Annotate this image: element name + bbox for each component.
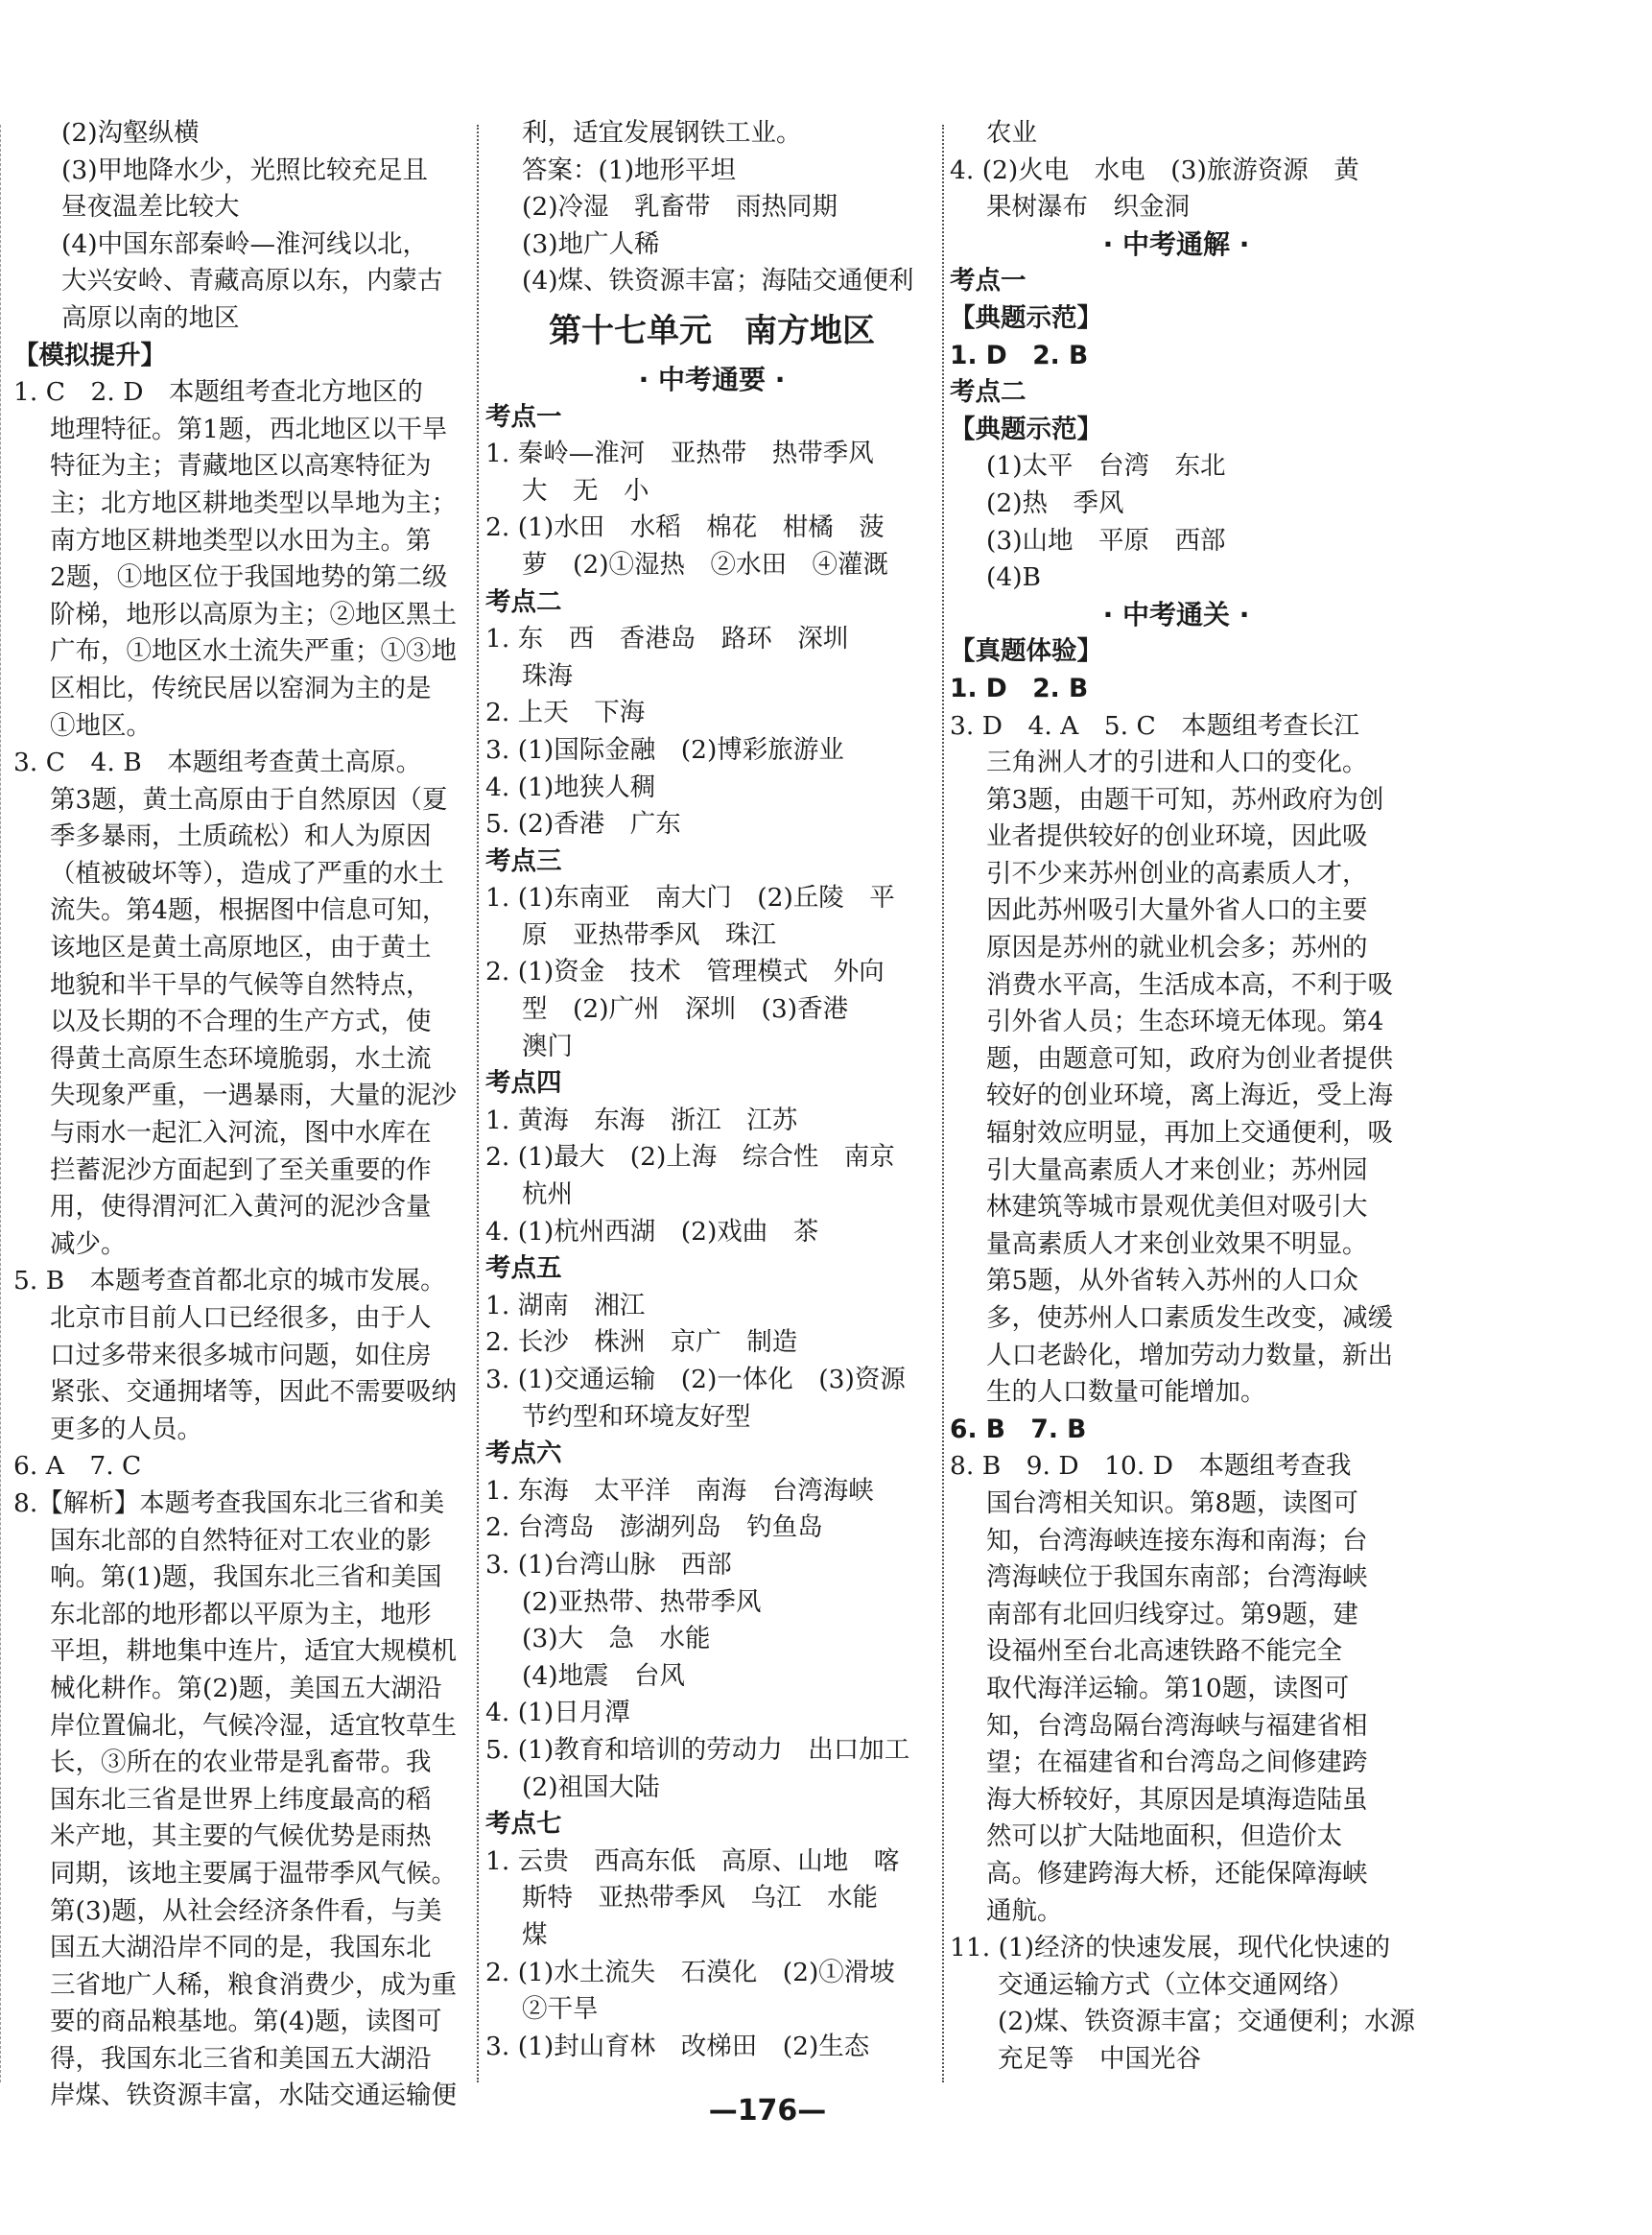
answer-line: 1. 黄海 东海 浙江 江苏 (485, 1105, 798, 1135)
answer-line: 三省地广人稀，粮食消费少，成为重 (50, 1969, 457, 2000)
answer-line: 第3题，黄土高原由于自然原因（夏 (50, 784, 448, 815)
answer-line: 4. (1)杭州西湖 (2)戏曲 茶 (485, 1216, 819, 1247)
answer-line: 1. D 2. B (950, 340, 1089, 370)
answer-line: 取代海洋运输。第10题，读图可 (986, 1673, 1350, 1703)
answer-line: 6. A 7. C (13, 1451, 142, 1482)
answer-line: 2. 台湾岛 澎湖列岛 钓鱼岛 (485, 1512, 823, 1543)
answer-line: (1)太平 台湾 东北 (986, 451, 1226, 482)
answer-line: 区相比，传统民居以窑洞为主的是 (50, 673, 432, 703)
answer-line: 1. C 2. D 本题组考查北方地区的 (13, 377, 423, 408)
answer-line: 珠海 (522, 660, 573, 691)
answer-line: 海大桥较好，其原因是填海造陆虽 (986, 1784, 1368, 1815)
answer-line: 紧张、交通拥堵等，因此不需要吸纳 (50, 1377, 457, 1408)
binding-edge-line (0, 125, 1, 2082)
answer-line: (3)地广人稀 (522, 228, 660, 259)
topic-heading: 考点二 (950, 377, 1027, 408)
answer-line: (2)祖国大陆 (522, 1771, 660, 1802)
answer-line: 节约型和环境友好型 (522, 1401, 751, 1432)
answer-line: 4. (2)火电 水电 (3)旅游资源 黄 (950, 155, 1359, 185)
answer-line: 4. (1)地狭人稠 (485, 772, 656, 802)
answer-line: 失现象严重，一遇暴雨，大量的泥沙 (50, 1081, 457, 1111)
answer-line: 3. (1)封山育林 改梯田 (2)生态 (485, 2031, 870, 2061)
answer-line: 煤 (522, 1919, 548, 1950)
answer-line: 引外省人员；生态环境无体现。第4 (986, 1007, 1384, 1037)
answer-line: 平坦，耕地集中连片，适宜大规模机 (50, 1636, 457, 1667)
section-title: · 中考通关 · (1102, 598, 1250, 630)
answer-line: 2. (1)水田 水稻 棉花 柑橘 菠 (485, 512, 885, 543)
answer-line: 11. (1)经济的快速发展，现代化快速的 (950, 1933, 1391, 1963)
answer-line: 3. D 4. A 5. C 本题组考查长江 (950, 710, 1359, 741)
answer-line: 口过多带来很多城市问题，如住房 (50, 1340, 432, 1370)
answer-line: 响。第(1)题，我国东北三省和美国 (50, 1562, 442, 1593)
section-heading: 【模拟提升】 (13, 340, 166, 370)
answer-line: (2)沟壑纵横 (61, 118, 200, 148)
topic-heading: 考点一 (950, 266, 1027, 297)
answer-line: 昼夜温差比较大 (61, 192, 240, 223)
answer-line: 5. (1)教育和培训的劳动力 出口加工 (485, 1734, 910, 1765)
answer-line: 2. 上天 下海 (485, 698, 646, 728)
page-number: —176— (708, 2094, 827, 2128)
answer-line: 岸位置偏北，气候冷湿，适宜牧草生 (50, 1710, 457, 1741)
answer-line: 3. (1)国际金融 (2)博彩旅游业 (485, 734, 844, 765)
answer-line: 业者提供较好的创业环境，因此吸 (986, 821, 1368, 852)
answer-line: 1. D 2. B (950, 673, 1089, 703)
column-middle (485, 115, 938, 2065)
answer-line: 1. 云贵 西高东低 高原、山地 喀 (485, 1845, 900, 1876)
answer-line: 大 无 小 (522, 475, 649, 506)
topic-heading: 考点六 (485, 1438, 562, 1469)
answer-line: 望；在福建省和台湾岛之间修建跨 (986, 1748, 1368, 1778)
column-divider (477, 125, 479, 2082)
answer-line: 交通运输方式（立体交通网络） (998, 1969, 1354, 2000)
answer-line: 得黄土高原生态环境脆弱，水土流 (50, 1043, 432, 1074)
answer-line: 知，台湾岛隔台湾海峡与福建省相 (986, 1710, 1368, 1741)
answer-line: 高。修建跨海大桥，还能保障海峡 (986, 1858, 1368, 1889)
answer-line: 南部有北回归线穿过。第9题，建 (986, 1599, 1358, 1629)
answer-line: 地貌和半干旱的气候等自然特点， (50, 969, 432, 1000)
answer-line: 杭州 (522, 1179, 573, 1210)
answer-line: 通航。 (986, 1895, 1063, 1926)
answer-line: 用，使得渭河汇入黄河的泥沙含量 (50, 1192, 432, 1223)
subsection-heading: 【典题示范】 (950, 302, 1102, 333)
answer-line: (2)煤、铁资源丰富；交通便利；水源 (998, 2007, 1416, 2037)
answer-line: 三角洲人才的引进和人口的变化。 (986, 748, 1368, 778)
answer-line: 以及长期的不合理的生产方式，使 (50, 1007, 432, 1037)
answer-line: 季多暴雨，土质疏松）和人为原因 (50, 821, 432, 852)
answer-line: 第3题，由题干可知，苏州政府为创 (986, 784, 1384, 815)
answer-line: 广布，①地区水土流失严重；①③地 (50, 636, 457, 667)
answer-line: 然可以扩大陆地面积，但造价太 (986, 1821, 1342, 1852)
answer-line: 拦蓄泥沙方面起到了至关重要的作 (50, 1154, 432, 1185)
answer-line: 引不少来苏州创业的高素质人才， (986, 858, 1368, 889)
answer-line: 北京市目前人口已经很多，由于人 (50, 1303, 432, 1333)
answer-line: 5. (2)香港 广东 (485, 809, 681, 840)
answer-line: 因此苏州吸引大量外省人口的主要 (986, 895, 1368, 926)
answer-line: 国东北部的自然特征对工农业的影 (50, 1525, 432, 1556)
section-title: · 中考通要 · (638, 363, 786, 395)
answer-line: 斯特 亚热带季风 乌江 水能 (522, 1883, 878, 1914)
answer-line: 湾海峡位于我国东南部；台湾海峡 (986, 1562, 1368, 1593)
answer-line: 2. (1)最大 (2)上海 综合性 南京 (485, 1142, 895, 1173)
answer-line: 5. B 本题考查首都北京的城市发展。 (13, 1266, 446, 1296)
column-left (13, 115, 474, 2115)
answer-line: 同期，该地主要属于温带季风气候。 (50, 1858, 457, 1889)
answer-line: 流失。第4题，根据图中信息可知， (50, 895, 448, 926)
answer-line: 澳门 (522, 1031, 573, 1061)
answer-line: 6. B 7. B (950, 1414, 1087, 1444)
answer-line: 引大量高素质人才来创业；苏州园 (986, 1154, 1368, 1185)
answer-line: 第(3)题，从社会经济条件看，与美 (50, 1895, 442, 1926)
topic-heading: 考点二 (485, 586, 562, 617)
answer-line: 设福州至台北高速铁路不能完全 (986, 1636, 1342, 1667)
answer-line: 1. 湖南 湘江 (485, 1290, 646, 1320)
answer-line: 岸煤、铁资源丰富，水陆交通运输便 (50, 2080, 457, 2111)
answer-line: ①地区。 (50, 710, 152, 741)
answer-line: 消费水平高，生活成本高，不利于吸 (986, 969, 1393, 1000)
answer-line: 较好的创业环境，离上海近，受上海 (986, 1081, 1393, 1111)
answer-line: (4)B (986, 562, 1042, 593)
answer-line: 长，③所在的农业带是乳畜带。我 (50, 1748, 432, 1778)
answer-line: 原 亚热带季风 珠江 (522, 919, 776, 950)
answer-line: 多，使苏州人口素质发生改变，减缓 (986, 1303, 1393, 1333)
answer-line: 4. (1)日月潭 (485, 1698, 630, 1728)
answer-line: (2)亚热带、热带季风 (522, 1586, 762, 1617)
answer-line: 生的人口数量可能增加。 (986, 1377, 1266, 1408)
answer-line: 减少。 (50, 1228, 127, 1259)
unit-title: 第十七单元 南方地区 (549, 311, 875, 350)
answer-line: 答案：(1)地形平坦 (522, 155, 737, 185)
answer-line: 与雨水一起汇入河流，图中水库在 (50, 1118, 432, 1149)
answer-line: (3)山地 平原 西部 (986, 525, 1226, 556)
answer-line: 阶梯，地形以高原为主；②地区黑土 (50, 599, 457, 630)
answer-line: 2. (1)资金 技术 管理模式 外向 (485, 957, 885, 987)
answer-line: 国五大湖沿岸不同的是，我国东北 (50, 1933, 432, 1963)
answer-line: 8. B 9. D 10. D 本题组考查我 (950, 1451, 1352, 1482)
answer-line: 国台湾相关知识。第8题，读图可 (986, 1487, 1358, 1518)
answer-line: 1. 秦岭—淮河 亚热带 热带季风 (485, 439, 874, 469)
answer-line: 林建筑等城市景观优美但对吸引大 (986, 1192, 1368, 1223)
answer-line: 1. 东 西 香港岛 路环 深圳 (485, 624, 849, 654)
topic-heading: 考点四 (485, 1068, 562, 1099)
answer-line: 人口老龄化，增加劳动力数量，新出 (986, 1340, 1393, 1370)
answer-line: 要的商品粮基地。第(4)题，读图可 (50, 2007, 442, 2037)
answer-line: 量高素质人才来创业效果不明显。 (986, 1228, 1368, 1259)
answer-line: 农业 (986, 118, 1037, 148)
subsection-heading: 【典题示范】 (950, 414, 1102, 444)
answer-line: 主；北方地区耕地类型以旱地为主； (50, 487, 457, 518)
answer-line: 南方地区耕地类型以水田为主。第 (50, 525, 432, 556)
answer-line: 知，台湾海峡连接东海和南海；台 (986, 1525, 1368, 1556)
topic-heading: 考点七 (485, 1809, 562, 1840)
answer-line: (4)煤、铁资源丰富；海陆交通便利 (522, 266, 914, 297)
answer-line: (4)地震 台风 (522, 1660, 686, 1691)
section-title: · 中考通解 · (1102, 227, 1250, 260)
answer-line: 3. (1)交通运输 (2)一体化 (3)资源 (485, 1365, 906, 1394)
answer-line: 大兴安岭、青藏高原以东，内蒙古 (61, 266, 443, 297)
answer-line: 米产地，其主要的气候优势是雨热 (50, 1821, 432, 1852)
answer-line: 原因是苏州的就业机会多；苏州的 (986, 933, 1368, 963)
answer-line: (4)中国东部秦岭—淮河线以北， (61, 228, 429, 259)
answer-line: 充足等 中国光谷 (998, 2043, 1201, 2074)
answer-line: (3)大 急 水能 (522, 1624, 711, 1654)
answer-line: 1. (1)东南亚 南大门 (2)丘陵 平 (485, 883, 895, 914)
answer-line: 得，我国东北三省和美国五大湖沿 (50, 2043, 432, 2074)
answer-line: 高原以南的地区 (61, 302, 240, 333)
answer-line: 3. (1)台湾山脉 西部 (485, 1549, 732, 1580)
answer-line: (2)热 季风 (986, 487, 1124, 518)
answer-line: 果树瀑布 织金洞 (986, 192, 1190, 223)
answer-line: 3. C 4. B 本题组考查黄土高原。 (13, 748, 422, 778)
answer-line: 利，适宜发展钢铁工业。 (522, 118, 802, 148)
topic-heading: 考点一 (485, 401, 562, 432)
column-right (950, 115, 1633, 2078)
answer-line: 题，由题意可知，政府为创业者提供 (986, 1043, 1393, 1074)
answer-line: 该地区是黄土高原地区，由于黄土 (50, 933, 432, 963)
answer-line: 2题，①地区位于我国地势的第二级 (50, 562, 448, 593)
topic-heading: 考点三 (485, 845, 562, 876)
answer-line: 国东北三省是世界上纬度最高的稻 (50, 1784, 432, 1815)
answer-line: 特征为主；青藏地区以高寒特征为 (50, 451, 432, 482)
subsection-heading: 【真题体验】 (950, 636, 1102, 667)
answer-line: 辐射效应明显，再加上交通便利，吸 (986, 1118, 1393, 1149)
answer-line: 东北部的地形都以平原为主，地形 (50, 1599, 432, 1629)
topic-heading: 考点五 (485, 1253, 562, 1284)
answer-line: （植被破坏等），造成了严重的水土 (50, 858, 444, 889)
answer-line: 2. (1)水土流失 石漠化 (2)①滑坡 (485, 1957, 895, 1987)
answer-line: 型 (2)广州 深圳 (3)香港 (522, 994, 849, 1025)
answer-line: (3)甲地降水少，光照比较充足且 (61, 155, 429, 185)
answer-line: 8.【解析】本题考查我国东北三省和美 (13, 1487, 445, 1518)
answer-line: 更多的人员。 (50, 1414, 202, 1444)
answer-line: 1. 东海 太平洋 南海 台湾海峡 (485, 1475, 874, 1506)
answer-line: 地理特征。第1题，西北地区以干旱 (50, 414, 448, 444)
answer-line: (2)冷湿 乳畜带 雨热同期 (522, 192, 838, 223)
answer-line: 2. 长沙 株洲 京广 制造 (485, 1327, 798, 1358)
answer-line: 第5题，从外省转入苏州的人口众 (986, 1266, 1358, 1296)
answer-line: 萝 (2)①湿热 ②水田 ④灌溉 (522, 549, 889, 580)
answer-line: 械化耕作。第(2)题，美国五大湖沿 (50, 1673, 442, 1703)
column-divider (942, 125, 944, 2082)
answer-line: ②干旱 (522, 1994, 599, 2025)
